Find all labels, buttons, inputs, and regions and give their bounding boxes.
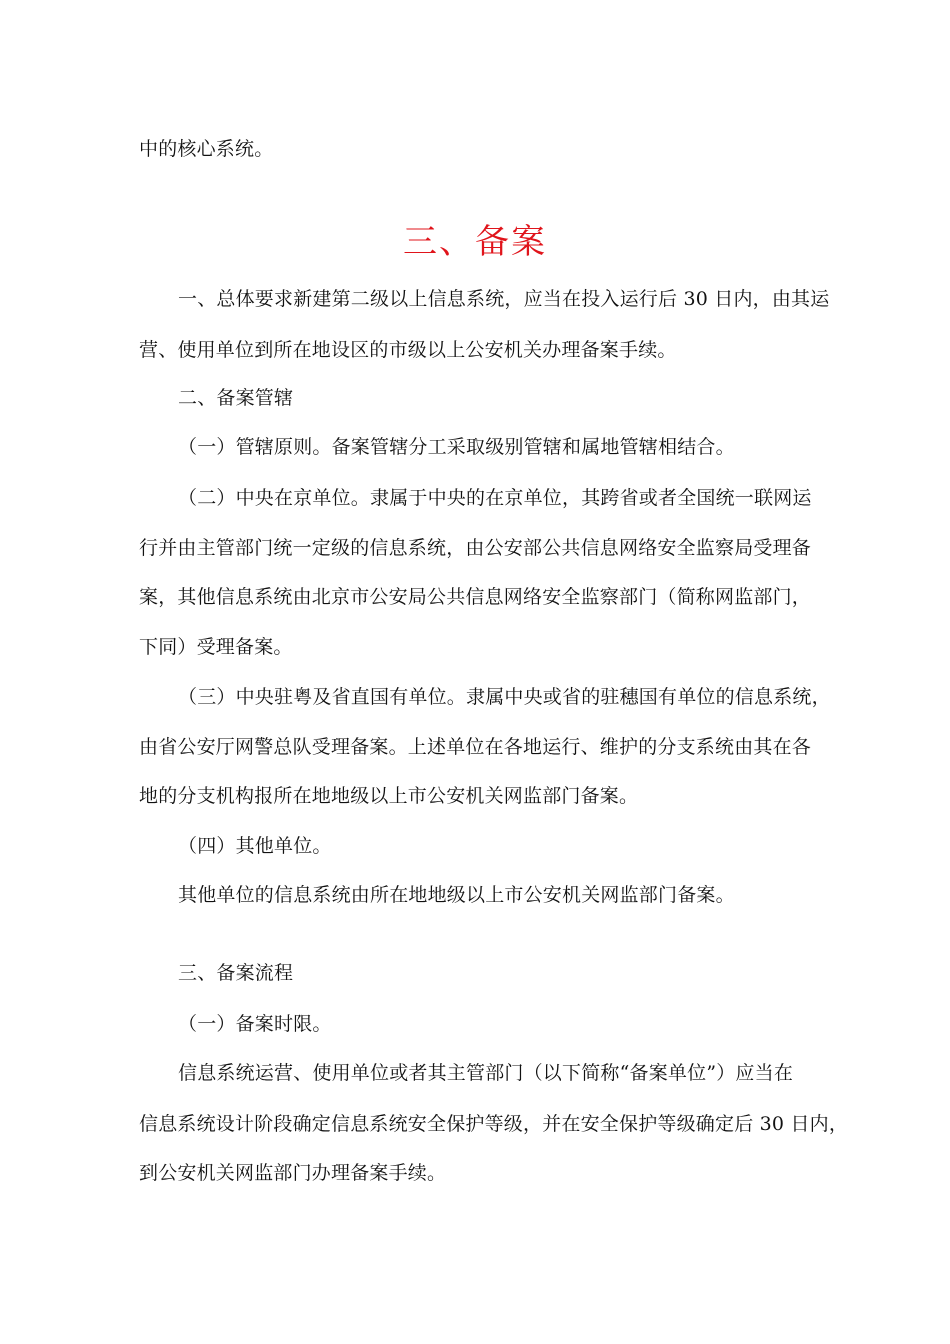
paragraph-2-2-line-2: 行并由主管部门统一定级的信息系统，由公安部公共信息网络安全监察局受理备 [139, 537, 812, 559]
paragraph-1-line-2: 营、使用单位到所在地设区的市级以上公安机关办理备案手续。 [139, 339, 677, 361]
paragraph-2-2-line-3: 案，其他信息系统由北京市公安局公共信息网络安全监察部门（简称网监部门， [139, 586, 812, 608]
paragraph-3-1-line-1: 信息系统运营、使用单位或者其主管部门（以下简称“备案单位”）应当在 [178, 1062, 794, 1084]
subheading-jurisdiction: 二、备案管辖 [178, 387, 294, 409]
paragraph-2-3-line-3: 地的分支机构报所在地地级以上市公安机关网监部门备案。 [139, 785, 639, 807]
paragraph-2-1: （一）管辖原则。备案管辖分工采取级别管辖和属地管辖相结合。 [178, 436, 735, 458]
subheading-process: 三、备案流程 [178, 962, 294, 984]
paragraph-2-3-line-2: 由省公安厅网警总队受理备案。上述单位在各地运行、维护的分支系统由其在各 [139, 736, 812, 758]
intro-tail-text: 中的核心系统。 [139, 138, 274, 160]
paragraph-2-2-line-1: （二）中央在京单位。隶属于中央的在京单位，其跨省或者全国统一联网运 [178, 487, 812, 509]
paragraph-3-1-title: （一）备案时限。 [178, 1013, 332, 1035]
paragraph-2-2-line-4: 下同）受理备案。 [139, 636, 293, 658]
paragraph-2-4-title: （四）其他单位。 [178, 835, 332, 857]
paragraph-2-4-body: 其他单位的信息系统由所在地地级以上市公安机关网监部门备案。 [178, 884, 735, 906]
paragraph-1-line-1: 一、总体要求新建第二级以上信息系统，应当在投入运行后 30 日内，由其运 [178, 288, 830, 310]
section-heading: 三、备案 [403, 222, 547, 262]
paragraph-3-1-line-2: 信息系统设计阶段确定信息系统安全保护等级，并在安全保护等级确定后 30 日内， [139, 1113, 849, 1135]
paragraph-3-1-line-3: 到公安机关网监部门办理备案手续。 [139, 1162, 447, 1184]
paragraph-2-3-line-1: （三）中央驻粤及省直国有单位。隶属中央或省的驻穗国有单位的信息系统， [178, 686, 831, 708]
